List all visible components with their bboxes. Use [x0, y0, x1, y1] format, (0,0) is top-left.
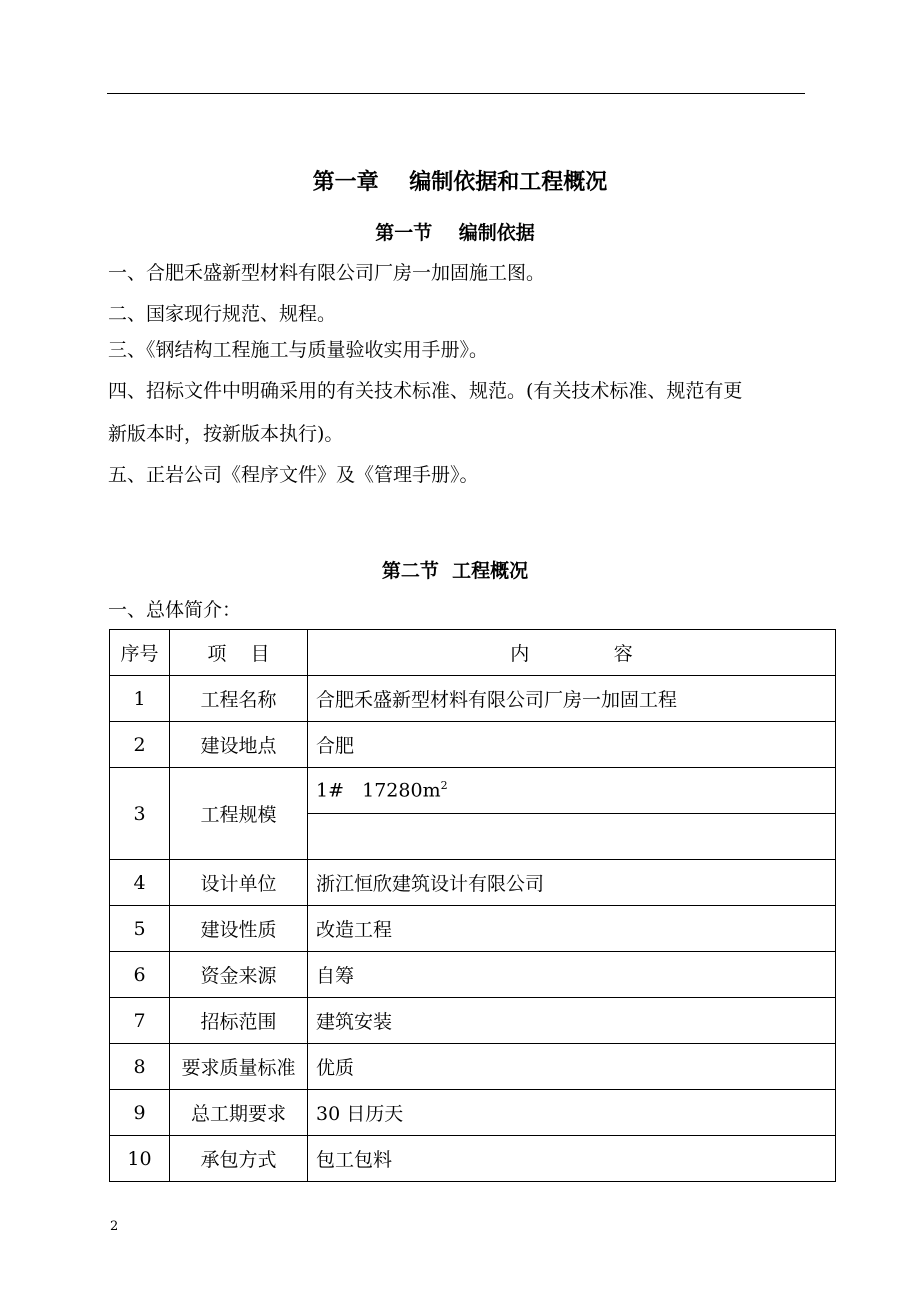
row-item: 资金来源 [170, 952, 308, 998]
section1-title: 第一节 编制依据 [375, 222, 535, 244]
row-content: 合肥禾盛新型材料有限公司厂房一加固工程 [308, 676, 836, 722]
scale-value: 1# 17280m [316, 779, 441, 802]
row-no: 7 [110, 998, 170, 1044]
table-row [110, 676, 836, 722]
row-content: 包工包料 [308, 1136, 836, 1182]
row-content [308, 768, 836, 814]
row-content: 优质 [308, 1044, 836, 1090]
row-no: 8 [110, 1044, 170, 1090]
page-number: 2 [110, 1219, 119, 1234]
row-no: 4 [110, 860, 170, 906]
row-item: 建设地点 [170, 722, 308, 768]
table-row [110, 860, 836, 906]
basis-item-5: 五、正岩公司《程序文件》及《管理手册》。 [108, 464, 479, 486]
section2-title: 第二节 工程概况 [381, 560, 529, 582]
table-header-row [110, 630, 836, 676]
row-item: 工程名称 [170, 676, 308, 722]
basis-item-1: 一、合肥禾盛新型材料有限公司厂房一加固施工图。 [108, 262, 546, 284]
row-content: 30 日历天 [308, 1090, 836, 1136]
row-content: 浙江恒欣建筑设计有限公司 [308, 860, 836, 906]
row-item: 承包方式 [170, 1136, 308, 1182]
table-row [110, 1136, 836, 1182]
scale-unit-exponent: 2 [440, 779, 448, 793]
table-row [110, 722, 836, 768]
row-item: 招标范围 [170, 998, 308, 1044]
table-row [110, 952, 836, 998]
row-no: 3 [110, 768, 170, 860]
basis-item-3: 三、《钢结构工程施工与质量验收实用手册》。 [108, 339, 489, 361]
table-row [110, 1044, 836, 1090]
row-content: 改造工程 [308, 906, 836, 952]
header-content: 内 容 [308, 630, 836, 676]
row-content: 自筹 [308, 952, 836, 998]
table-row [110, 768, 836, 814]
row-item: 总工期要求 [170, 1090, 308, 1136]
table-row [110, 906, 836, 952]
row-content: 建筑安装 [308, 998, 836, 1044]
row-item: 设计单位 [170, 860, 308, 906]
table-row [110, 998, 836, 1044]
basis-item-4: 四、招标文件中明确采用的有关技术标准、规范。(有关技术标准、规范有更 [108, 380, 743, 402]
row-item: 工程规模 [170, 768, 308, 860]
basis-item-4-cont: 新版本时，按新版本执行)。 [108, 423, 344, 445]
row-no: 9 [110, 1090, 170, 1136]
row-content-empty [308, 814, 836, 860]
header-item: 项 目 [170, 630, 308, 676]
overview-heading: 一、总体简介： [108, 599, 242, 621]
table-row [110, 1090, 836, 1136]
row-no: 1 [110, 676, 170, 722]
row-no: 5 [110, 906, 170, 952]
basis-item-2: 二、国家现行规范、规程。 [108, 303, 337, 325]
header-rule [107, 93, 805, 94]
row-no: 10 [110, 1136, 170, 1182]
row-no: 2 [110, 722, 170, 768]
chapter-title: 第一章 编制依据和工程概况 [312, 169, 608, 195]
row-item: 要求质量标准 [170, 1044, 308, 1090]
row-item: 建设性质 [170, 906, 308, 952]
row-content: 合肥 [308, 722, 836, 768]
overview-table [109, 629, 836, 1182]
row-no: 6 [110, 952, 170, 998]
header-no: 序号 [110, 630, 170, 676]
